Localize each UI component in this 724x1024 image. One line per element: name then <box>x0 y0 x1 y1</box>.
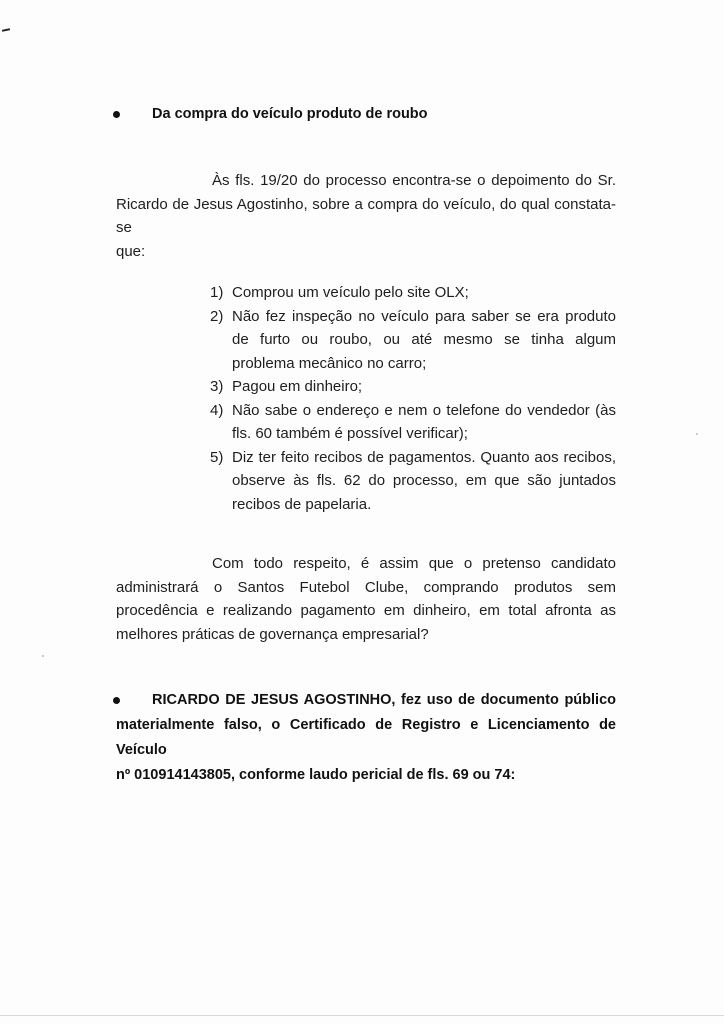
numbered-list <box>204 281 616 516</box>
scan-bottom-edge <box>0 1015 724 1016</box>
list-number: 5) <box>210 448 224 466</box>
statement-line: nº 010914143805, conforme laudo pericial de fls. 69 ou 74: <box>116 767 516 783</box>
scan-speck <box>42 655 44 657</box>
list-item-text: Comprou um veículo pelo site OLX; <box>232 284 469 301</box>
list-number: 3) <box>210 378 224 395</box>
intro-paragraph <box>116 169 616 263</box>
list-number: 2) <box>210 307 224 325</box>
list-item <box>204 281 616 305</box>
list-item <box>204 446 616 517</box>
paragraph-line: Às fls. 19/20 do processo encontra-se o depoimento do Sr. <box>212 172 616 189</box>
paragraph-line: Com todo respeito, é assim que o pretenso candidato <box>212 555 616 572</box>
list-item <box>204 375 616 399</box>
statement-line: RICARDO DE JESUS AGOSTINHO, fez uso de documento público <box>152 692 616 708</box>
list-item-text: Diz ter feito recibos de pagamentos. Quanto aos recibos, observe às fls. 62 do processo, em que são juntados recibos de papelaria. <box>232 448 616 513</box>
list-number: 4) <box>210 401 224 419</box>
list-item-text: Não fez inspeção no veículo para saber se era produto de furto ou roubo, ou até mesmo se tinha algum problema mecânico no carro; <box>232 307 616 372</box>
closing-paragraph <box>116 552 616 646</box>
list-item <box>204 399 616 446</box>
paragraph-line: Ricardo de Jesus Agostinho, sobre a compra do veículo, do qual constata-se <box>116 195 616 236</box>
bold-statement <box>116 688 616 788</box>
bullet-icon <box>113 111 120 118</box>
paragraph-line: administrará o Santos Futebol Clube, comprando produtos sem <box>116 578 616 596</box>
section-heading: Da compra do veículo produto de roubo <box>152 106 428 122</box>
paragraph-line: melhores práticas de governança empresarial? <box>116 625 429 643</box>
paragraph-line: procedência e realizando pagamento em dinheiro, em total afronta as <box>116 602 616 619</box>
paragraph-line: que: <box>116 242 146 260</box>
list-item-text: Não sabe o endereço e nem o telefone do vendedor (às fls. 60 também é possível verificar); <box>232 401 616 442</box>
list-item-text: Pagou em dinheiro; <box>232 378 363 395</box>
scan-speck <box>696 433 698 435</box>
statement-line: materialmente falso, o Certificado de Registro e Licenciamento de Veículo <box>116 717 616 758</box>
list-item <box>204 305 616 376</box>
scan-corner-mark <box>2 28 10 32</box>
list-number: 1) <box>210 284 224 301</box>
